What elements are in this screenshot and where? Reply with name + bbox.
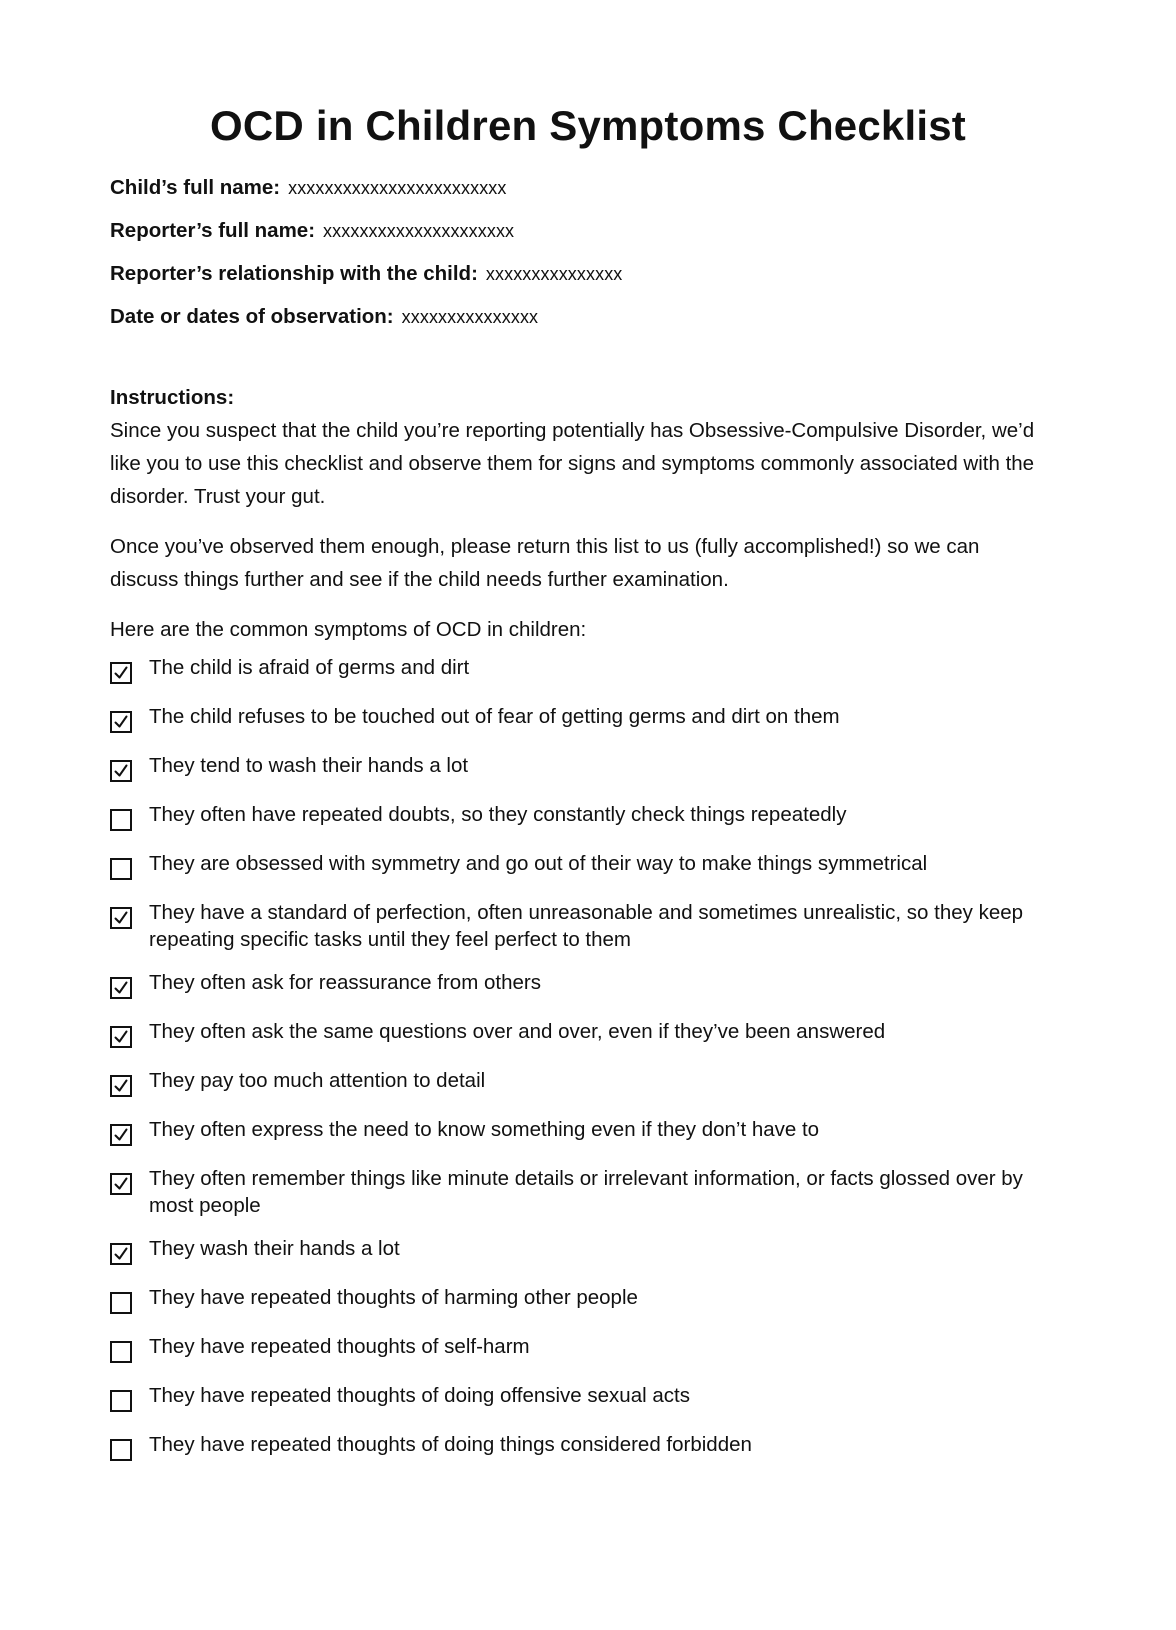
symptom-text: They are obsessed with symmetry and go out of their way to make things symmetrical bbox=[149, 852, 928, 875]
child-name-value: xxxxxxxxxxxxxxxxxxxxxxxx bbox=[288, 178, 507, 198]
symptom-checkbox[interactable] bbox=[110, 858, 132, 880]
symptom-checkbox[interactable] bbox=[110, 1439, 132, 1461]
symptom-item bbox=[110, 801, 1050, 850]
symptom-item bbox=[110, 1431, 1050, 1480]
symptom-text: They often ask the same questions over and over, even if they’ve been answered bbox=[149, 1020, 886, 1043]
checkmark-icon bbox=[113, 1176, 129, 1192]
instructions-heading: Instructions: bbox=[110, 386, 235, 409]
symptom-checkbox[interactable] bbox=[110, 1243, 132, 1265]
symptom-text: They often remember things like minute details or irrelevant information, or facts glossed over by most people bbox=[149, 1167, 1023, 1217]
checkmark-stroke bbox=[116, 913, 127, 923]
checkmark-icon bbox=[113, 763, 129, 779]
checkmark-stroke bbox=[116, 1130, 127, 1140]
symptom-checkbox[interactable] bbox=[110, 1341, 132, 1363]
checkmark-icon bbox=[113, 1078, 129, 1094]
relationship-row bbox=[110, 260, 1176, 303]
symptom-checklist bbox=[110, 654, 1050, 1480]
symptom-item bbox=[110, 899, 1050, 969]
checkmark-stroke bbox=[116, 1032, 127, 1042]
symptom-text: They tend to wash their hands a lot bbox=[149, 754, 469, 777]
symptom-list-intro: Here are the common symptoms of OCD in children: bbox=[110, 618, 587, 641]
symptom-text: They have repeated thoughts of doing things considered forbidden bbox=[149, 1433, 752, 1456]
child-name-row bbox=[110, 174, 1176, 217]
child-name-label: Child’s full name: bbox=[110, 176, 281, 199]
symptom-item bbox=[110, 1284, 1050, 1333]
reporter-name-row bbox=[110, 217, 1176, 260]
checkmark-stroke bbox=[116, 717, 127, 727]
symptom-text: They have repeated thoughts of harming other people bbox=[149, 1286, 638, 1309]
symptom-checkbox[interactable] bbox=[110, 1026, 132, 1048]
checkmark-stroke bbox=[116, 1081, 127, 1091]
symptom-checkbox[interactable] bbox=[110, 711, 132, 733]
reporter-name-label: Reporter’s full name: bbox=[110, 219, 316, 242]
symptom-checkbox[interactable] bbox=[110, 1292, 132, 1314]
symptom-checkbox[interactable] bbox=[110, 1173, 132, 1195]
symptom-checkbox[interactable] bbox=[110, 1390, 132, 1412]
symptom-item bbox=[110, 1018, 1050, 1067]
symptom-item bbox=[110, 969, 1050, 1018]
symptom-checkbox[interactable] bbox=[110, 662, 132, 684]
relationship-value: xxxxxxxxxxxxxxx bbox=[485, 264, 623, 284]
symptom-item bbox=[110, 1333, 1050, 1382]
symptom-text: They wash their hands a lot bbox=[149, 1237, 400, 1260]
relationship-label: Reporter’s relationship with the child: bbox=[110, 262, 478, 285]
checkmark-stroke bbox=[116, 1179, 127, 1189]
checkmark-icon bbox=[113, 1029, 129, 1045]
reporter-name-value: xxxxxxxxxxxxxxxxxxxxx bbox=[323, 221, 515, 241]
checkmark-stroke bbox=[116, 983, 127, 993]
checkmark-icon bbox=[113, 910, 129, 926]
symptom-text: The child is afraid of germs and dirt bbox=[149, 656, 470, 679]
observation-date-value: xxxxxxxxxxxxxxx bbox=[401, 307, 539, 327]
symptom-item bbox=[110, 1235, 1050, 1284]
checkmark-icon bbox=[113, 1246, 129, 1262]
checkmark-stroke bbox=[116, 766, 127, 776]
symptom-item bbox=[110, 1067, 1050, 1116]
instructions-paragraph-2: Once you’ve observed them enough, please return this list to us (fully accomplished!) so we can discuss things further and see if the child needs further examination. bbox=[110, 535, 980, 591]
symptom-text: They have a standard of perfection, often unreasonable and sometimes unrealistic, so they keep repeating specific tasks until they feel perfect to them bbox=[149, 901, 1024, 951]
checkmark-stroke bbox=[116, 1249, 127, 1259]
symptom-checkbox[interactable] bbox=[110, 1075, 132, 1097]
symptom-text: They have repeated thoughts of doing offensive sexual acts bbox=[149, 1384, 690, 1407]
observation-date-row bbox=[110, 303, 1176, 346]
checkmark-icon bbox=[113, 714, 129, 730]
checkmark-icon bbox=[113, 665, 129, 681]
symptom-item bbox=[110, 1165, 1050, 1235]
symptom-text: The child refuses to be touched out of fear of getting germs and dirt on them bbox=[149, 705, 840, 728]
symptom-checkbox[interactable] bbox=[110, 977, 132, 999]
symptom-text: They often ask for reassurance from others bbox=[149, 971, 541, 994]
instructions-paragraph-1: Since you suspect that the child you’re reporting potentially has Obsessive-Compulsive Disorder, we’d like you to use this checklist and observe them for signs and symptoms commonly associated with the disorder. Trust your gut. bbox=[110, 419, 1035, 508]
symptom-checkbox[interactable] bbox=[110, 809, 132, 831]
symptom-text: They often have repeated doubts, so they constantly check things repeatedly bbox=[149, 803, 847, 826]
page-title: OCD in Children Symptoms Checklist bbox=[210, 102, 966, 149]
symptom-text: They have repeated thoughts of self-harm bbox=[149, 1335, 530, 1358]
checkmark-icon bbox=[113, 1127, 129, 1143]
symptom-item bbox=[110, 850, 1050, 899]
symptom-text: They often express the need to know something even if they don’t have to bbox=[149, 1118, 820, 1141]
symptom-item bbox=[110, 703, 1050, 752]
checkmark-icon bbox=[113, 980, 129, 996]
symptom-checkbox[interactable] bbox=[110, 1124, 132, 1146]
symptom-checkbox[interactable] bbox=[110, 760, 132, 782]
symptom-item bbox=[110, 1116, 1050, 1165]
observation-date-label: Date or dates of observation: bbox=[110, 305, 394, 328]
symptom-item bbox=[110, 752, 1050, 801]
symptom-item bbox=[110, 1382, 1050, 1431]
symptom-text: They pay too much attention to detail bbox=[149, 1069, 486, 1092]
symptom-checkbox[interactable] bbox=[110, 907, 132, 929]
checkmark-stroke bbox=[116, 668, 127, 678]
symptom-item bbox=[110, 654, 1050, 703]
child-info-section bbox=[0, 174, 1176, 346]
instructions-section bbox=[0, 384, 1050, 1480]
